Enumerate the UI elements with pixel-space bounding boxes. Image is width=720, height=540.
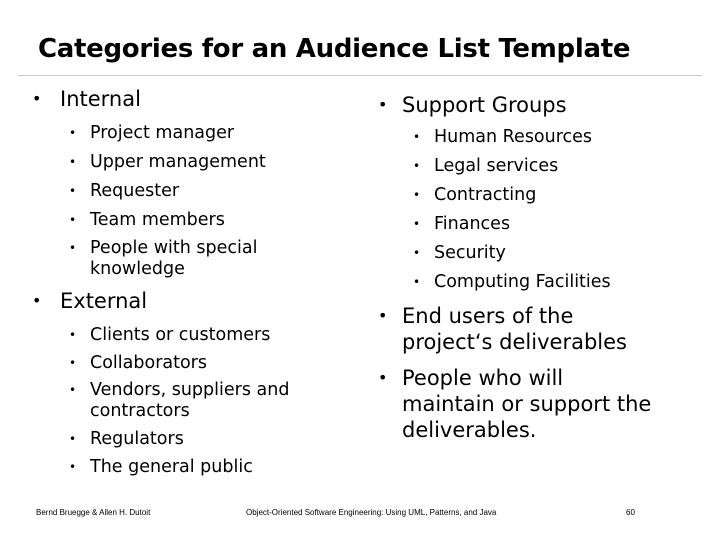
list-item: • People with special knowledge (60, 238, 290, 280)
list-item: • Regulators (60, 428, 360, 450)
list-item: • The general public (60, 456, 360, 478)
title-divider (18, 75, 702, 76)
internal-list (60, 122, 360, 280)
support-groups-heading: • Support Groups (374, 92, 714, 118)
end-users-item: • End users of the project‘s deliverables (374, 303, 662, 355)
list-item: • Upper management (60, 151, 360, 173)
list-item: • Clients or customers (60, 324, 360, 346)
external-heading: • External (30, 288, 360, 314)
list-item: • Requester (60, 180, 360, 202)
list-item: • Team members (60, 209, 360, 231)
list-item: • Vendors, suppliers and contractors (60, 380, 340, 422)
list-item: • Contracting (404, 184, 714, 206)
maintainers-item: • People who will maintain or support the deliverables. (374, 365, 652, 443)
support-groups-list (404, 126, 714, 293)
footer-book-title: Object-Oriented Software Engineering: Using UML, Patterns, and Java (246, 508, 497, 517)
slide-title: Categories for an Audience List Template (38, 34, 631, 64)
list-item: • Finances (404, 213, 714, 235)
list-item: • Human Resources (404, 126, 714, 148)
list-item: • Project manager (60, 122, 360, 144)
list-item: • Legal services (404, 155, 714, 177)
footer-authors: Bernd Bruegge & Allen H. Dutoit (36, 508, 151, 517)
list-item: • Security (404, 242, 714, 264)
list-item: • Computing Facilities (404, 271, 714, 293)
list-item: • Collaborators (60, 352, 360, 374)
left-column (30, 86, 360, 484)
page-number: 60 (626, 508, 635, 517)
internal-heading: • Internal (30, 86, 360, 112)
right-column (374, 92, 714, 443)
external-list (60, 324, 360, 478)
